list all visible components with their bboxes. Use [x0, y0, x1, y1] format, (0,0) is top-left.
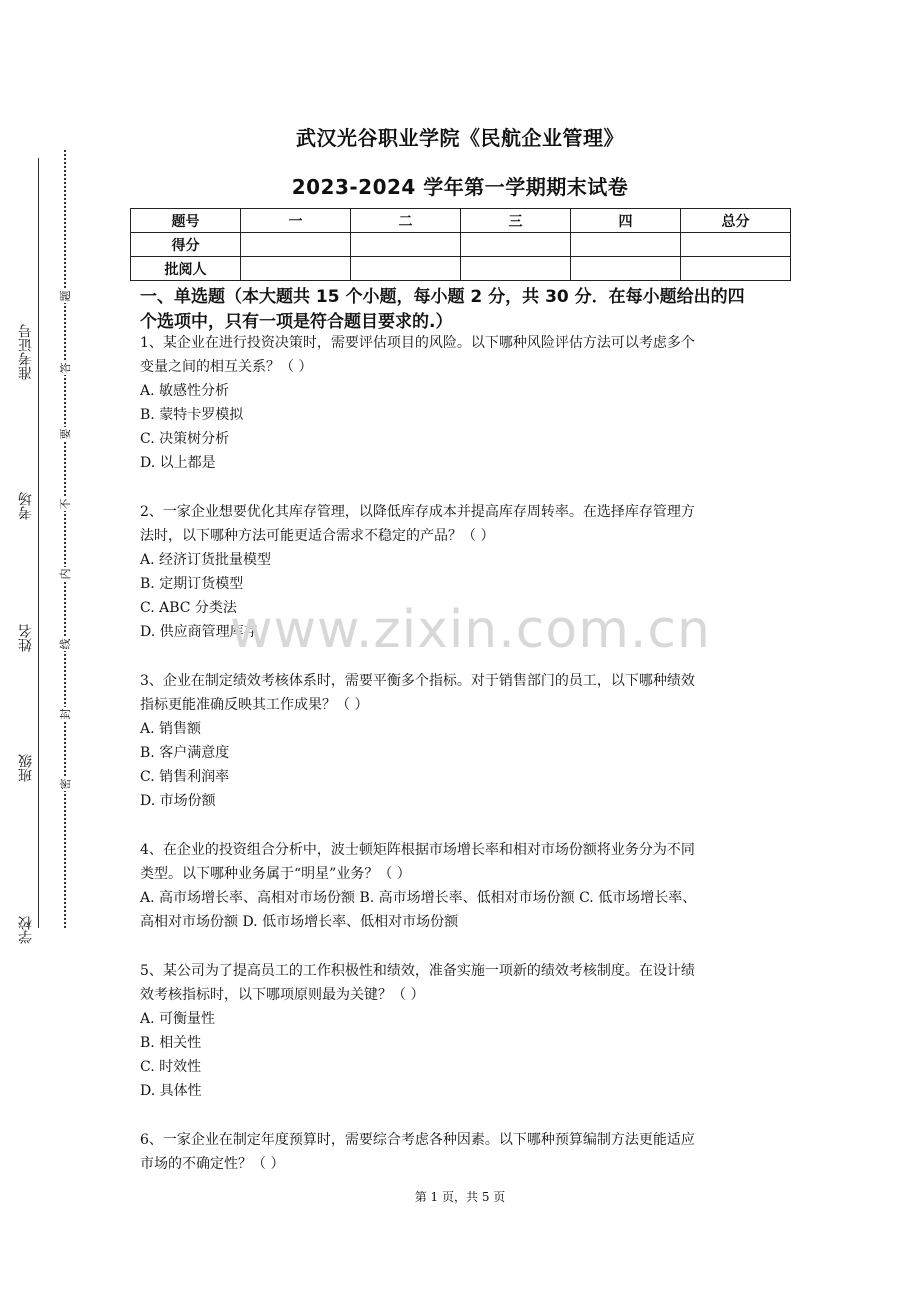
seal-char: 要	[59, 428, 72, 440]
question-text: 3、企业在制定绩效考核体系时，需要平衡多个指标。对于销售部门的员工，以下哪种绩效	[140, 673, 695, 689]
grader-cell[interactable]	[461, 257, 571, 281]
section-heading	[140, 285, 790, 335]
option-c: C. 销售利润率	[140, 769, 230, 785]
question-text: 市场的不确定性？（ ）	[140, 1156, 285, 1172]
label-name: 姓名	[18, 624, 34, 652]
table-cell: 三	[461, 209, 571, 233]
table-cell: 二	[351, 209, 461, 233]
question-text: 指标更能准确反映其工作成果？（ ）	[140, 697, 369, 713]
option-b: B. 相关性	[140, 1035, 202, 1051]
watermark: www.zixin.com.cn	[230, 600, 711, 660]
score-cell[interactable]	[241, 233, 351, 257]
binding-solid-line	[38, 158, 39, 928]
section-heading-line: 一、单选题（本大题共 15 个小题，每小题 2 分，共 30 分．在每小题给出的四	[140, 287, 745, 307]
question-text: 5、某公司为了提高员工的工作积极性和绩效，准备实施一项新的绩效考核制度。在设计绩	[140, 963, 695, 979]
question-3	[140, 669, 795, 813]
option-d: D. 供应商管理库存	[140, 624, 258, 640]
option-c: C. 时效性	[140, 1059, 202, 1075]
question-text: 6、一家企业在制定年度预算时，需要综合考虑各种因素。以下哪种预算编制方法更能适应	[140, 1132, 695, 1148]
options-inline: A. 高市场增长率、高相对市场份额 B. 高市场增长率、低相对市场份额 C. 低市场增长率、	[140, 890, 697, 906]
seal-char: 密	[59, 778, 72, 790]
label-school: 学校	[18, 916, 34, 944]
question-text: 1、某企业在进行投资决策时，需要评估项目的风险。以下哪种风险评估方法可以考虑多个	[140, 335, 695, 351]
score-table	[130, 208, 791, 281]
label-class: 班级	[18, 754, 34, 782]
label-exam-room: 考场	[18, 492, 34, 520]
exam-title: 武汉光谷职业学院《民航企业管理》	[296, 126, 624, 150]
score-cell[interactable]	[351, 233, 461, 257]
question-1	[140, 331, 795, 475]
option-a: A. 销售额	[140, 721, 202, 737]
option-c: C. 决策树分析	[140, 431, 230, 447]
option-a: A. 可衡量性	[140, 1011, 216, 1027]
option-d: D. 以上都是	[140, 455, 216, 471]
question-text: 法时，以下哪种方法可能更适合需求不稳定的产品？（ ）	[140, 528, 495, 544]
question-4	[140, 838, 795, 934]
option-b: B. 客户满意度	[140, 745, 230, 761]
option-a: A. 经济订货批量模型	[140, 552, 272, 568]
grader-cell[interactable]	[681, 257, 791, 281]
grader-cell[interactable]	[241, 257, 351, 281]
score-cell[interactable]	[681, 233, 791, 257]
score-cell[interactable]	[461, 233, 571, 257]
seal-char: 题	[59, 290, 72, 302]
seal-char: 答	[59, 362, 72, 374]
option-c: C. ABC 分类法	[140, 600, 237, 616]
question-text: 类型。以下哪种业务属于“明星”业务？（ ）	[140, 866, 411, 882]
question-text: 变量之间的相互关系？（ ）	[140, 359, 313, 375]
table-cell: 一	[241, 209, 351, 233]
table-cell: 四	[571, 209, 681, 233]
option-b: B. 蒙特卡罗模拟	[140, 407, 244, 423]
seal-char: 不	[59, 498, 72, 510]
question-5	[140, 959, 795, 1103]
seal-dotted-line	[64, 150, 66, 928]
question-text: 4、在企业的投资组合分析中，波士顿矩阵根据市场增长率和相对市场份额将业务分为不同	[140, 842, 695, 858]
seal-char: 内	[59, 568, 72, 580]
option-b: B. 定期订货模型	[140, 576, 244, 592]
question-6	[140, 1128, 795, 1176]
option-a: A. 敏感性分析	[140, 383, 230, 399]
score-row	[131, 233, 791, 257]
question-text: 2、一家企业想要优化其库存管理，以降低库存成本并提高库存周转率。在选择库存管理方	[140, 504, 695, 520]
page-number: 第 1 页，共 5 页	[414, 1190, 506, 1204]
table-cell: 总分	[681, 209, 791, 233]
grader-cell[interactable]	[351, 257, 461, 281]
grader-cell[interactable]	[571, 257, 681, 281]
score-cell[interactable]	[571, 233, 681, 257]
seal-char: 封	[59, 708, 72, 720]
question-text: 效考核指标时，以下哪项原则最为关键？（ ）	[140, 987, 425, 1003]
table-cell: 题号	[131, 209, 241, 233]
table-cell: 批阅人	[131, 257, 241, 281]
section-heading-line: 个选项中，只有一项是符合题目要求的.）	[140, 312, 453, 332]
grader-row	[131, 257, 791, 281]
label-exam-id: 准考证号	[18, 324, 34, 380]
exam-subtitle: 2023-2024 学年第一学期期末试卷	[291, 175, 629, 199]
option-d: D. 具体性	[140, 1083, 202, 1099]
seal-char: 线	[59, 638, 72, 650]
option-d: D. 市场份额	[140, 793, 216, 809]
options-inline: 高相对市场份额 D. 低市场增长率、低相对市场份额	[140, 914, 459, 930]
table-cell: 得分	[131, 233, 241, 257]
score-table-header-row	[131, 209, 791, 233]
